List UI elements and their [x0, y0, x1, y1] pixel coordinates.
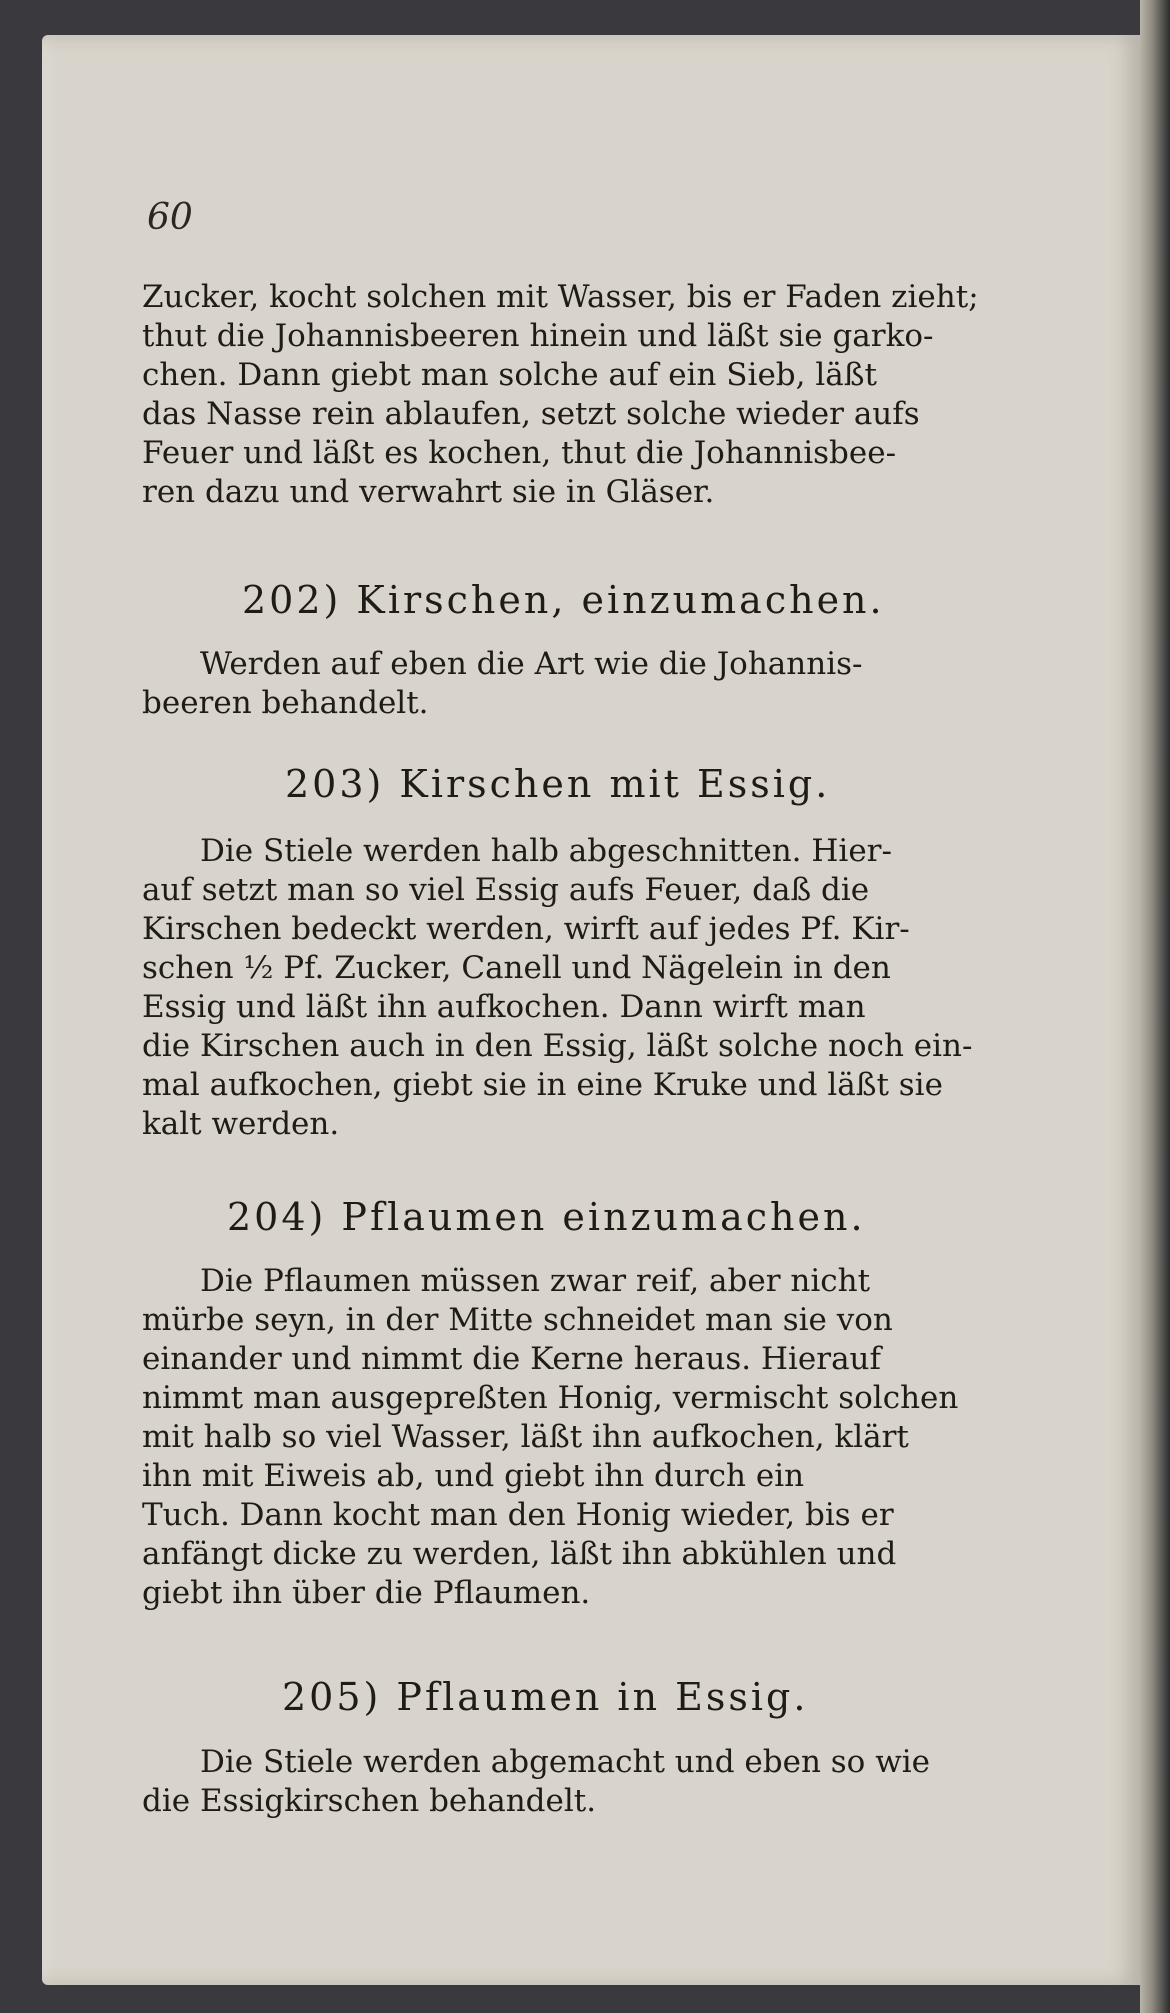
recipe-heading-203: 203) Kirschen mit Essig. — [285, 762, 831, 806]
recipe-body-203 — [142, 832, 1092, 1144]
text-line: die Kirschen auch in den Essig, läßt solche noch ein- — [142, 1028, 973, 1064]
text-line: Tuch. Dann kocht man den Honig wieder, bis er — [142, 1497, 894, 1533]
recipe-body-202 — [142, 645, 1092, 723]
text-line: giebt ihn über die Pflaumen. — [142, 1575, 591, 1611]
text-line: nimmt man ausgepreßten Honig, vermischt solchen — [142, 1380, 959, 1416]
recipe-body-204 — [142, 1262, 1092, 1613]
text-line: Die Pflaumen müssen zwar reif, aber nicht — [200, 1263, 871, 1299]
text-line: die Essigkirschen behandelt. — [142, 1783, 597, 1819]
text-line: mal aufkochen, giebt sie in eine Kruke und läßt sie — [142, 1067, 943, 1103]
text-line: ren dazu und verwahrt sie in Gläser. — [142, 474, 715, 510]
text-line: auf setzt man so viel Essig aufs Feuer, daß die — [142, 872, 870, 908]
text-line: Werden auf eben die Art wie die Johannis- — [200, 646, 863, 682]
book-spine — [1140, 0, 1170, 2013]
page-number: 60 — [147, 197, 193, 238]
text-line: kalt werden. — [142, 1106, 340, 1142]
text-line: das Nasse rein ablaufen, setzt solche wieder aufs — [142, 396, 920, 432]
text-line: schen ½ Pf. Zucker, Canell und Nägelein in den — [142, 950, 891, 986]
text-line: Die Stiele werden abgemacht und eben so wie — [200, 1744, 930, 1780]
recipe-heading-205: 205) Pflaumen in Essig. — [282, 1675, 809, 1719]
book-page — [42, 35, 1140, 1985]
text-line: anfängt dicke zu werden, läßt ihn abkühlen und — [142, 1536, 897, 1572]
text-line: thut die Johannisbeeren hinein und läßt sie garko- — [142, 318, 934, 354]
recipe-body-205 — [142, 1743, 1092, 1821]
text-line: mürbe seyn, in der Mitte schneidet man sie von — [142, 1302, 893, 1338]
text-line: Essig und läßt ihn aufkochen. Dann wirft man — [142, 989, 866, 1025]
text-line: mit halb so viel Wasser, läßt ihn aufkochen, klärt — [142, 1419, 909, 1455]
text-line: chen. Dann giebt man solche auf ein Sieb, läßt — [142, 357, 877, 393]
text-line: Die Stiele werden halb abgeschnitten. Hier- — [200, 833, 892, 869]
text-line: beeren behandelt. — [142, 685, 429, 721]
text-line: Zucker, kocht solchen mit Wasser, bis er Faden zieht; — [142, 279, 979, 315]
text-line: Kirschen bedeckt werden, wirft auf jedes Pf. Kir- — [142, 911, 910, 947]
text-line: Feuer und läßt es kochen, thut die Johannisbee- — [142, 435, 897, 471]
intro-paragraph — [142, 278, 1092, 512]
text-line: einander und nimmt die Kerne heraus. Hierauf — [142, 1341, 881, 1377]
recipe-heading-204: 204) Pflaumen einzumachen. — [227, 1195, 866, 1239]
recipe-heading-202: 202) Kirschen, einzumachen. — [242, 578, 885, 622]
text-line: ihn mit Eiweis ab, und giebt ihn durch ein — [142, 1458, 805, 1494]
